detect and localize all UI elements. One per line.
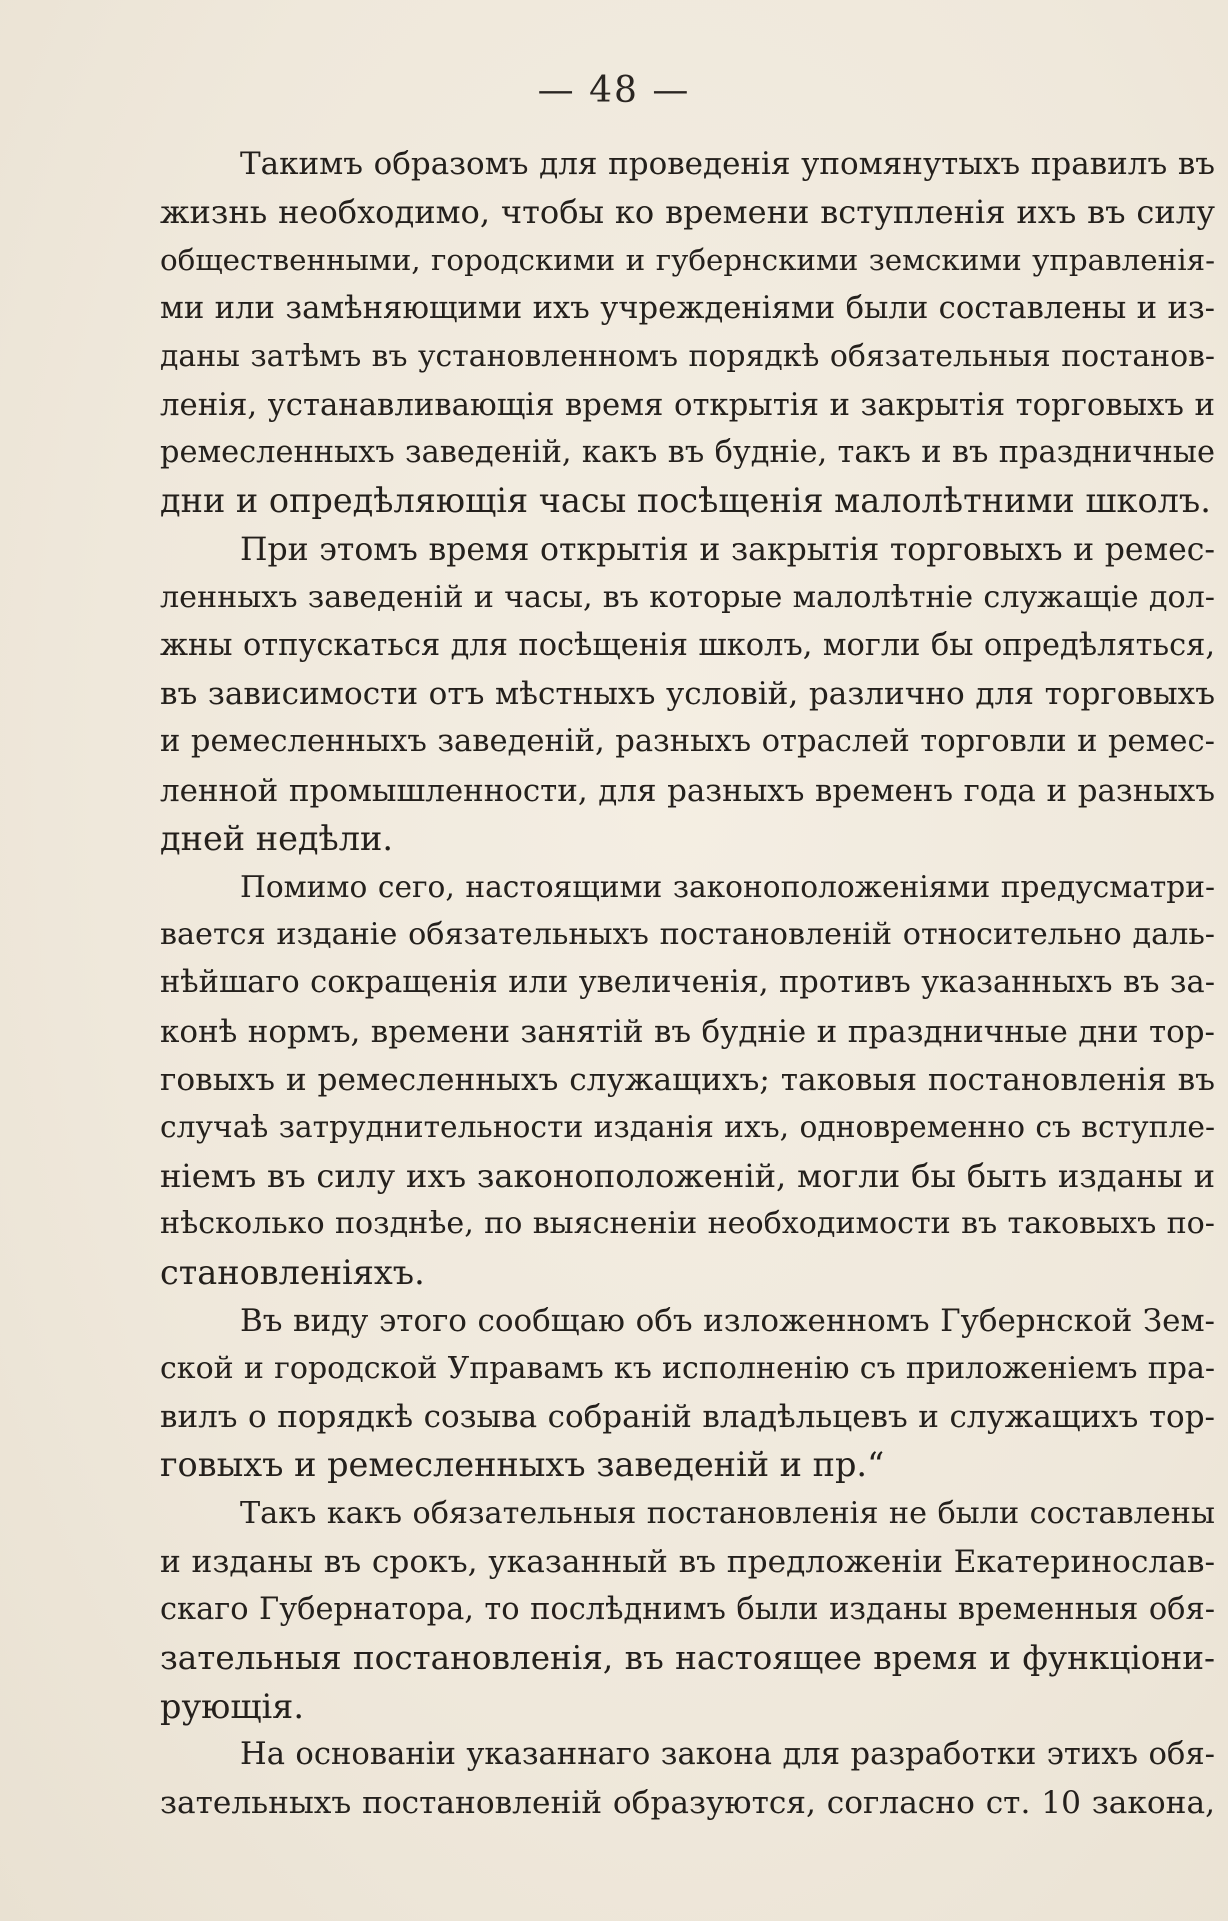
text-line: Такимъ образомъ для проведенія упомянутыхъ правилъ въ — [240, 146, 1215, 182]
text-line: ленныхъ заведеній и часы, въ которые малолѣтніе служащіе дол- — [160, 579, 1215, 615]
text-line: становленіяхъ. — [160, 1252, 425, 1292]
text-line: жизнь необходимо, чтобы ко времени вступленія ихъ въ силу — [160, 193, 1215, 232]
text-line: вается изданіе обязательныхъ постановленій относительно даль- — [160, 917, 1215, 953]
text-line: скаго Губернатора, то послѣднимъ были изданы временныя обя- — [160, 1592, 1215, 1628]
text-line: говыхъ и ремесленныхъ служащихъ; таковыя постановленія въ — [160, 1061, 1215, 1098]
text-line: и изданы въ срокъ, указанный въ предложеніи Екатеринослав- — [160, 1543, 1215, 1580]
text-line: Въ виду этого сообщаю объ изложенномъ Губернской Зем- — [240, 1302, 1215, 1339]
text-line: случаѣ затруднительности изданія ихъ, одновременно съ вступле- — [160, 1110, 1215, 1146]
text-line: зательныхъ постановленій образуются, согласно ст. 10 закона, — [160, 1784, 1215, 1821]
text-line: говыхъ и ремесленныхъ заведеній и пр.“ — [160, 1445, 885, 1485]
text-line: въ зависимости отъ мѣстныхъ условій, различно для торговыхъ — [160, 676, 1215, 713]
text-line: рующія. — [160, 1686, 304, 1726]
text-line: вилъ о порядкѣ созыва собраній владѣльцевъ и служащихъ тор- — [160, 1399, 1215, 1436]
paragraph-5 — [160, 1490, 1215, 1731]
paragraph-4 — [160, 1297, 1215, 1490]
paragraph-6 — [160, 1731, 1215, 1827]
text-line: При этомъ время открытія и закрытія торговыхъ и ремес- — [240, 531, 1215, 568]
text-line: дней недѣли. — [160, 818, 393, 858]
paragraph-1 — [160, 140, 1215, 526]
text-line: Такъ какъ обязательныя постановленія не были составлены — [240, 1495, 1215, 1531]
text-line: нѣйшаго сокращенія или увеличенія, противъ указанныхъ въ за- — [160, 965, 1215, 1001]
text-line: даны затѣмъ въ установленномъ порядкѣ обязательныя постанов- — [160, 338, 1215, 374]
text-line: Помимо сего, настоящими законоположеніями предусматри- — [240, 870, 1215, 905]
text-line: ленной промышленности, для разныхъ временъ года и разныхъ — [160, 772, 1215, 809]
text-line: ленія, устанавливающія время открытія и закрытія торговыхъ и — [160, 387, 1215, 424]
body-text — [160, 140, 1215, 1827]
text-line: ской и городской Управамъ къ исполненію съ приложеніемъ пра- — [160, 1351, 1215, 1387]
text-line: и ремесленныхъ заведеній, разныхъ отраслей торговли и ремес- — [160, 724, 1215, 760]
text-line: ми или замѣняющими ихъ учрежденіями были составлены и из- — [160, 290, 1215, 326]
text-line: дни и опредѣляющія часы посѣщенія малолѣтними школъ. — [160, 481, 1211, 521]
text-line: зательныя постановленія, въ настоящее время и функціони- — [160, 1639, 1215, 1678]
paragraph-3 — [160, 863, 1215, 1297]
text-line: жны отпускаться для посѣщенія школъ, могли бы опредѣляться, — [160, 628, 1215, 664]
text-line: конѣ нормъ, времени занятій въ будніе и праздничные дни тор- — [160, 1013, 1215, 1050]
text-line: ніемъ въ силу ихъ законоположеній, могли бы быть изданы и — [160, 1157, 1215, 1196]
page-number: — 48 — — [537, 70, 691, 111]
paragraph-2 — [160, 526, 1215, 863]
text-line: На основаніи указаннаго закона для разработки этихъ обя- — [240, 1736, 1215, 1772]
text-line: ремесленныхъ заведеній, какъ въ будніе, такъ и въ праздничные — [160, 435, 1215, 471]
text-line: нѣсколько позднѣе, по выясненіи необходимости въ таковыхъ по- — [160, 1206, 1215, 1242]
text-line: общественными, городскими и губернскими земскими управленія- — [160, 243, 1215, 278]
